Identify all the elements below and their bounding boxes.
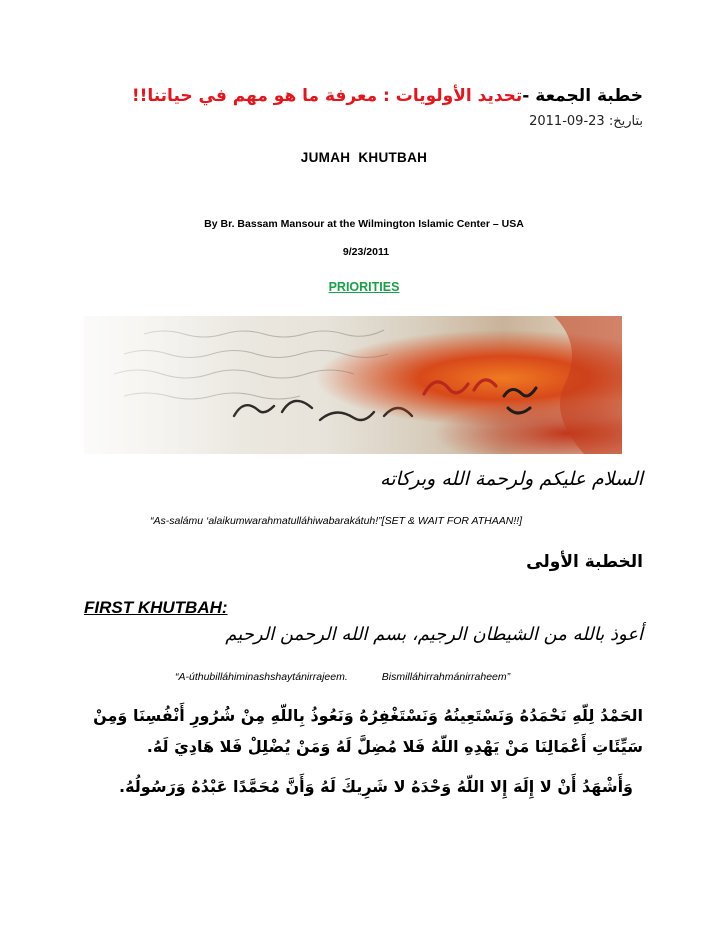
banner-illustration	[84, 316, 622, 454]
audhu-arabic: أعوذ بالله من الشيطان الرجيم، بسم الله الرحمن الرحيم	[225, 624, 643, 645]
khutbah-date: 9/23/2011	[342, 246, 390, 258]
page-title: JUMAH KHUTBAH	[300, 150, 428, 165]
arabic-date: بتاريخ: 23-09-2011	[529, 114, 643, 129]
arabic-title-prefix: خطبة الجمعة -	[522, 86, 643, 106]
subject-heading: PRIORITIES	[328, 280, 400, 294]
salam-transliteration: “As-salámu ‘alaikumwarahmatulláhiwabarakátuh!”[SET & WAIT FOR ATHAAN!!]	[150, 515, 523, 527]
hamd-line-1: الحَمْدُ لِلّهِ نَحْمَدُهُ وَنَسْتَعِينُهُ وَنَسْتَغْفِرُهُ وَنَعُوذُ بِاللّهِ مِنْ شُرُورِ أَنْفُسِنَا وَمِنْ	[93, 706, 643, 725]
first-khutbah-arabic-heading: الخطبة الأولى	[526, 552, 643, 572]
arabic-title	[83, 86, 643, 106]
salam-arabic: السلام عليكم ولرحمة الله وبركاته	[380, 468, 643, 490]
byline: By Br. Bassam Mansour at the Wilmington Islamic Center – USA	[204, 218, 524, 230]
arabic-title-subject: تحديد الأولويات : معرفة ما هو مهم في حياتنا!!	[131, 86, 523, 106]
audhu-translit-part-b: Bismilláhirrahmánirraheem”	[381, 671, 511, 683]
hamd-line-2: سَيِّئَاتِ أَعْمَالِنَا مَنْ يَهْدِهِ اللّهُ فَلا مُضِلَّ لَهُ وَمَنْ يُضْلِلْ فَلا هَادِيَ لَهُ.	[146, 737, 643, 756]
first-khutbah-heading: FIRST KHUTBAH:	[84, 598, 228, 617]
audhu-transliteration	[175, 671, 510, 683]
audhu-translit-part-a: “A-úthubilláhiminashshaytánirrajeem.	[175, 671, 348, 683]
banner-image	[84, 316, 622, 454]
hamd-line-3: وَأَشْهَدُ أَنْ لا إِلَهَ إِلا اللّهُ وَحْدَهُ لا شَرِيكَ لَهُ وَأَنَّ مُحَمَّدًا عَبْدُهُ وَرَسُولُهُ.	[119, 777, 633, 796]
